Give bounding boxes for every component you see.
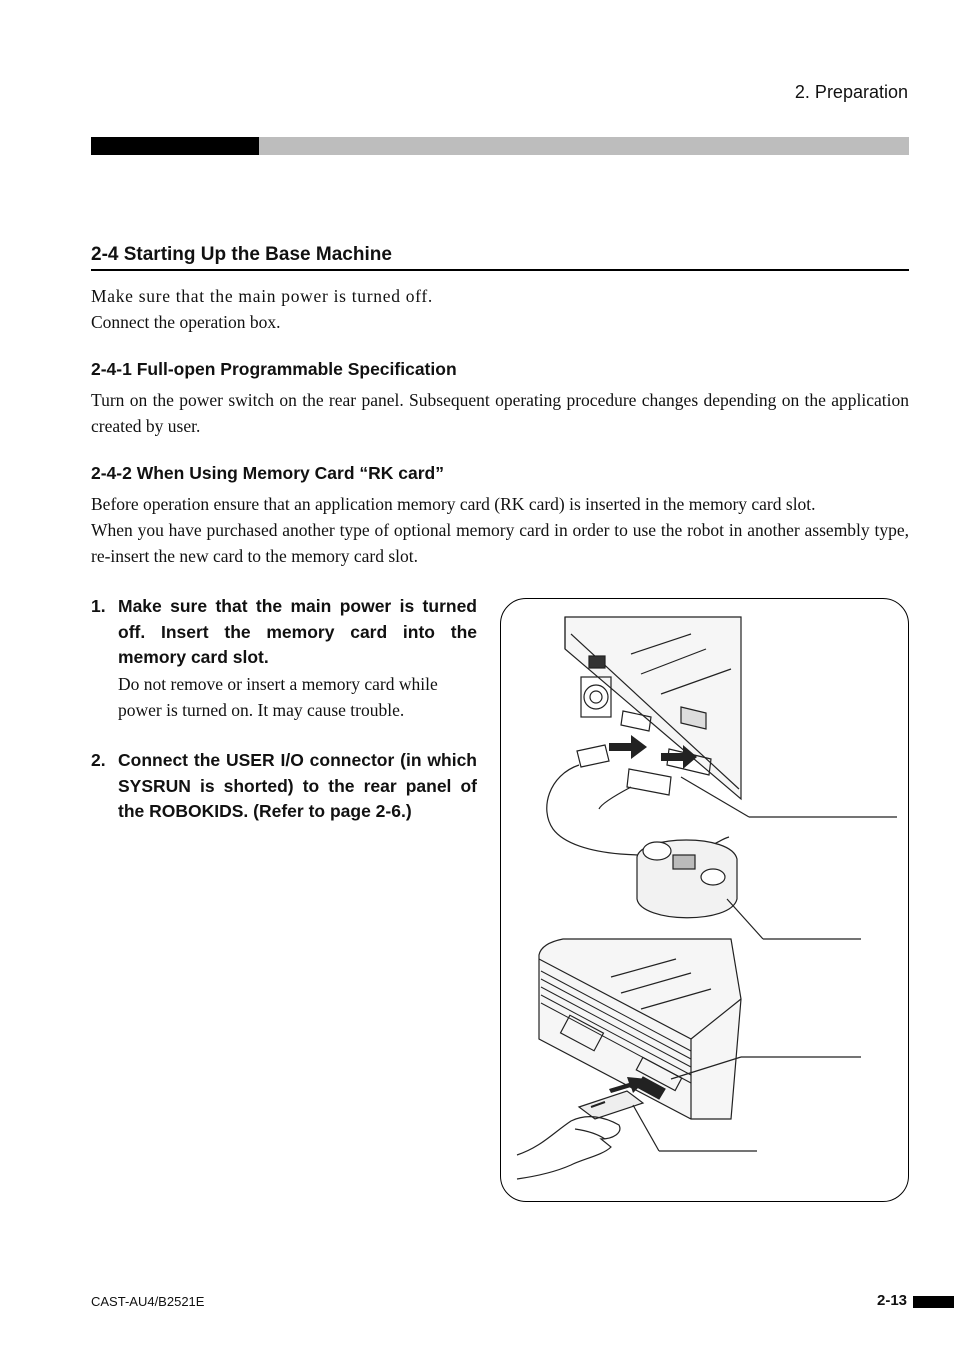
header-bar-accent — [91, 137, 259, 155]
page-number: 2-13 — [877, 1292, 908, 1309]
step-2-text: Connect the USER I/O connector (in which SYSRUN is shorted) to the rear panel of the ROBOKIDS. (Refer to page 2-6.) — [118, 750, 477, 821]
header-bar — [91, 137, 909, 155]
chapter-header: 2. Preparation — [794, 82, 908, 102]
subsection-title-2: 2-4-2 When Using Memory Card “RK card” — [91, 463, 444, 483]
subsection-body-1: Turn on the power switch on the rear panel. Subsequent operating procedure changes depending on the application created by user. — [91, 390, 909, 436]
step-1-note: Do not remove or insert a memory card while power is turned on. It may cause trouble. — [118, 673, 438, 720]
step-1 — [91, 594, 477, 723]
step-1-number: 1. — [91, 596, 106, 616]
subsection-title-1: 2-4-1 Full-open Programmable Specification — [91, 359, 457, 379]
base-machine-illustration — [539, 939, 741, 1119]
section-title: 2-4 Starting Up the Base Machine — [91, 244, 909, 271]
rear-panel-illustration — [565, 617, 741, 799]
document-code: CAST-AU4/B2521E — [91, 1294, 205, 1309]
subsection-body-2a: Before operation ensure that an application memory card (RK card) is inserted in the memory card slot. — [91, 494, 816, 514]
step-2-number: 2. — [91, 750, 106, 770]
page-number-bar — [913, 1296, 954, 1308]
hand-illustration — [517, 1117, 620, 1179]
step-1-text: Make sure that the main power is turned off. Insert the memory card into the memory card slot. — [118, 596, 477, 667]
subsection-body-2b: When you have purchased another type of optional memory card in order to use the robot in another assembly type, re-insert the new card to the memory card slot. — [91, 520, 909, 566]
intro-line-1: Make sure that the main power is turned off. — [91, 286, 433, 306]
robot-illustration — [501, 599, 908, 1201]
step-2 — [91, 748, 477, 825]
intro-line-2: Connect the operation box. — [91, 312, 281, 332]
operation-box — [637, 840, 737, 918]
figure-frame — [500, 598, 909, 1202]
